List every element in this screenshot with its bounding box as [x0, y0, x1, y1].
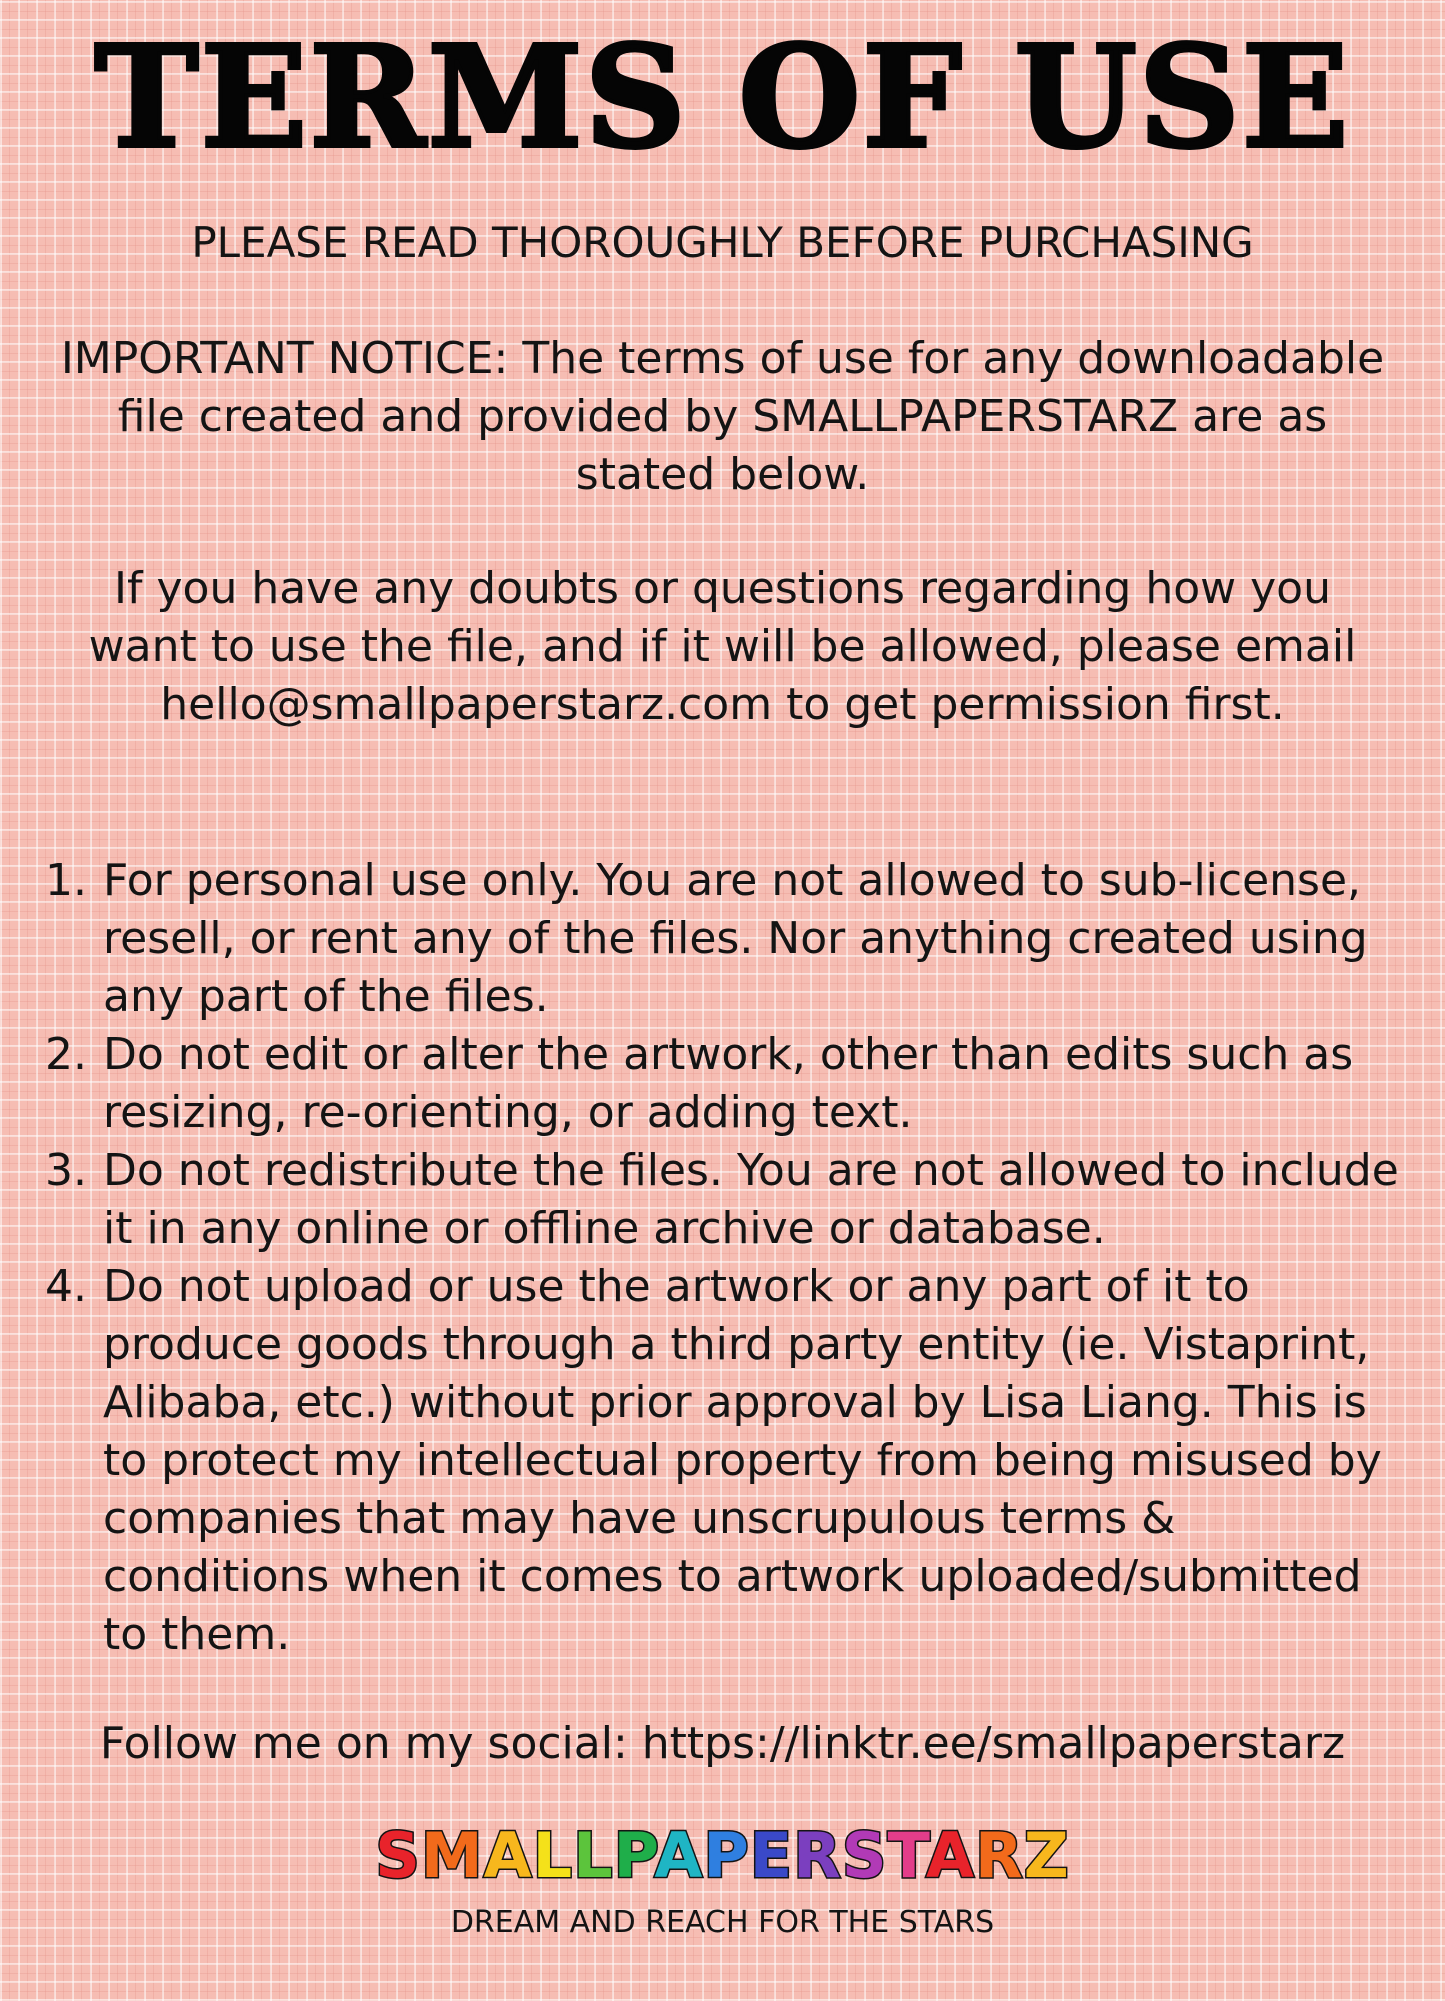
social-link-text: Follow me on my social: https://linktr.ee/smallpaperstarz [99, 1718, 1346, 1769]
terms-list [45, 852, 1415, 1664]
terms-item-number: 2. [45, 1029, 87, 1080]
contact-notice: If you have any doubts or questions regarding how you want to use the file, and if it will be allowed, please email hello@smallpaperstarz.com to get permission first. [88, 563, 1357, 730]
logo-letter: A [926, 1819, 976, 1892]
logo-letter: A [654, 1819, 704, 1892]
terms-item-number: 4. [45, 1261, 87, 1312]
terms-item-text: Do not redistribute the files. You are not allowed to include it in any online or offline archive or database. [103, 1145, 1399, 1254]
terms-item [45, 1026, 1415, 1142]
terms-item-number: 3. [45, 1145, 87, 1196]
logo-letter: R [975, 1819, 1024, 1892]
terms-item-text: For personal use only. You are not allowed to sub-license, resell, or rent any of the files. Nor anything created using any part of the files. [103, 855, 1368, 1022]
logo-letter: A [483, 1819, 533, 1892]
logo-letter: P [613, 1819, 655, 1892]
subtitle: PLEASE READ THOROUGHLY BEFORE PURCHASING [191, 218, 1254, 267]
logo-letter: S [841, 1819, 888, 1892]
logo-letter: T [887, 1819, 927, 1892]
brand-tagline: DREAM AND REACH FOR THE STARS [450, 1905, 995, 1940]
terms-item-number: 1. [45, 855, 87, 906]
logo-letter: E [749, 1819, 794, 1892]
terms-item-text: Do not edit or alter the artwork, other than edits such as resizing, re-orienting, or adding text. [103, 1029, 1354, 1138]
logo-letter: S [375, 1819, 421, 1892]
logo-letter: R [793, 1819, 842, 1892]
logo-letter: M [420, 1819, 484, 1892]
important-notice: IMPORTANT NOTICE: The terms of use for any downloadable file created and provided by SMALLPAPERSTARZ are as stated below. [60, 333, 1385, 500]
page-title: TERMS OF USE [94, 16, 1351, 180]
terms-item [45, 852, 1415, 1026]
logo-letter: L [573, 1819, 614, 1892]
logo-letter: P [703, 1819, 750, 1892]
logo-letter: Z [1023, 1819, 1070, 1892]
terms-item-text: Do not upload or use the artwork or any part of it to produce goods through a third party entity (ie. Vistaprint, Alibaba, etc.) without prior approval by Lisa Liang. This is to protect my intellectual property from being misused by companies that may have unscrupulous terms & conditions when it comes to artwork uploaded/submitted to them. [103, 1261, 1382, 1660]
brand-logo [0, 1819, 1445, 1892]
terms-item [45, 1142, 1415, 1258]
terms-item [45, 1258, 1415, 1664]
logo-letter: L [532, 1819, 574, 1892]
